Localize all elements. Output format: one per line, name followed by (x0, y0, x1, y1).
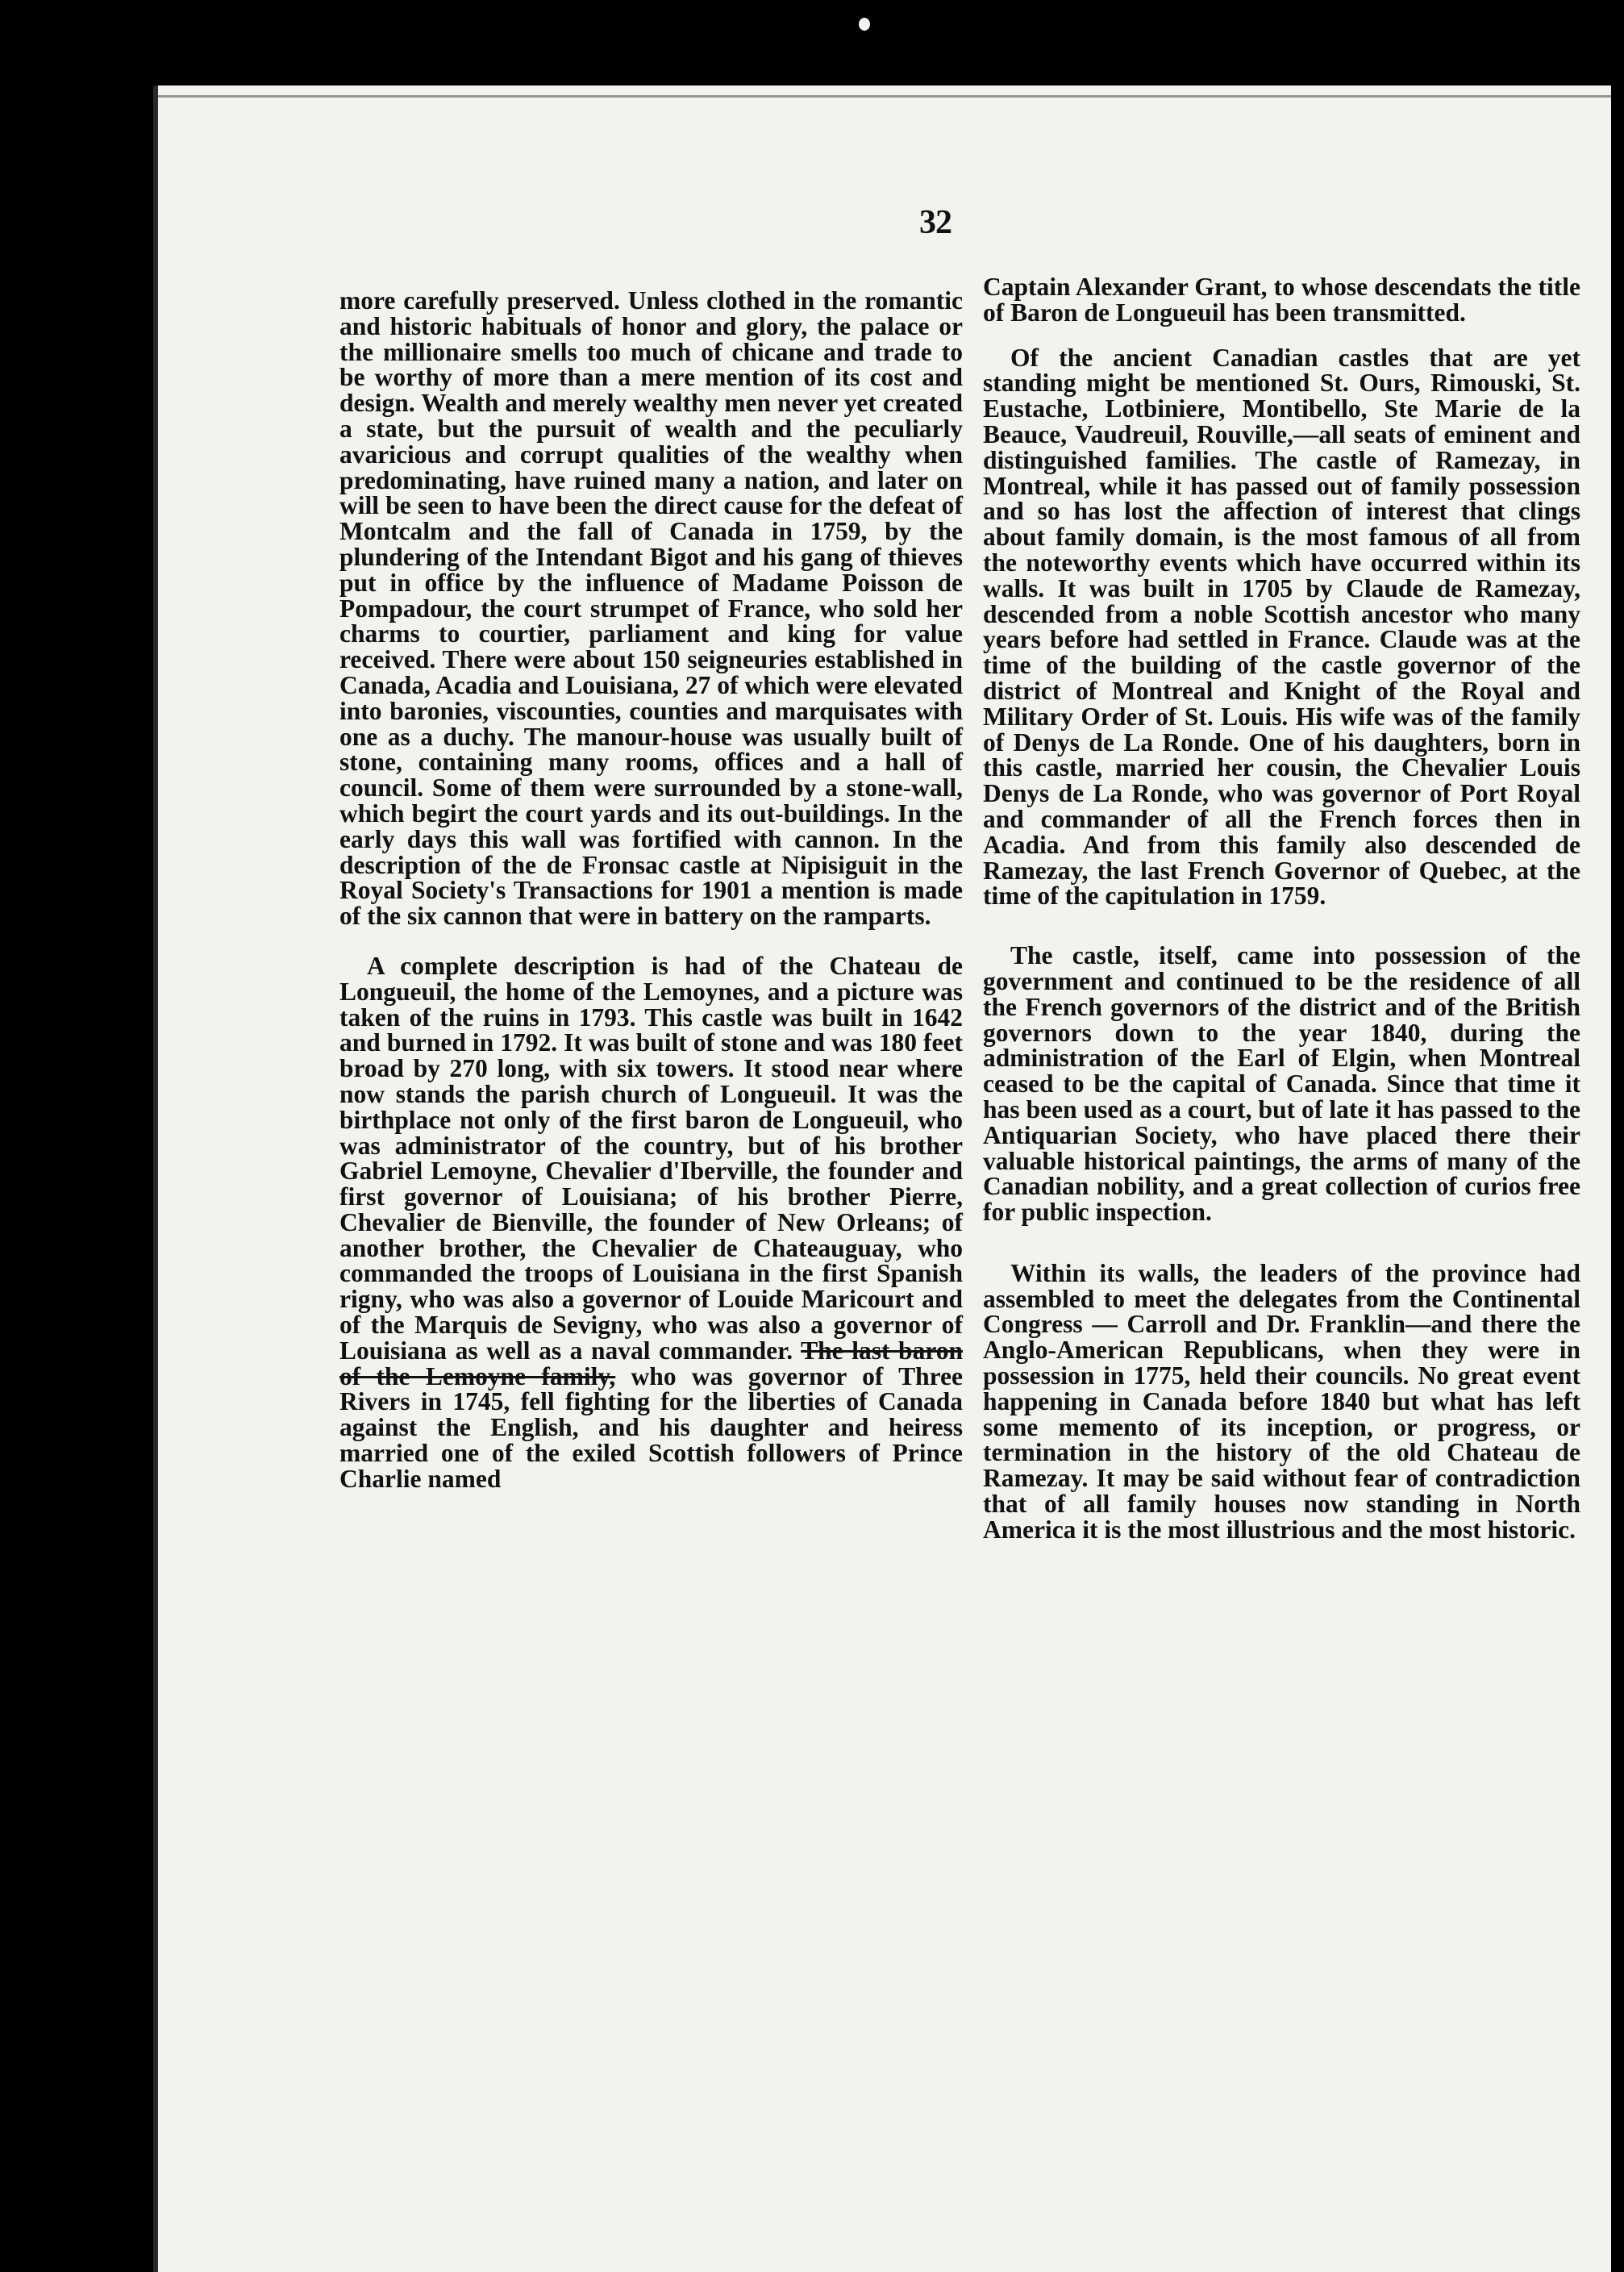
right-column (983, 274, 1580, 1543)
right-paragraph-2: Of the ancient Canadian castles that are yet standing might be mentioned St. Ours, Rimouski, St. Eustache, Lotbiniere, Montibello, Ste Marie de la Beauce, Vaudreuil, Rouville,—all seats of eminent and distinguished families. The castle of Ramezay, in Montreal, while it has passed out of family possession and so has lost the affection of interest that clings about family domain, is the most famous of all from the noteworthy events which have occurred within its walls. It was built in 1705 by Claude de Ramezay, descended from a noble Scottish ancestor who many years before had settled in France. Claude was at the time of the building of the castle governor of the district of Montreal and Knight of the Royal and Military Order of St. Louis. His wife was of the family of Denys de La Ronde. One of his daughters, born in this castle, married her cousin, the Chevalier Louis Denys de La Ronde, who was governor of Port Royal and commander of all the French forces then in Acadia. And from this family also descended de Ramezay, the last French Governor of Quebec, at the time of the capitulation in 1759. (983, 343, 1580, 911)
left-paragraph-2-tail: who was governor of Three Rivers in 1745, fell fighting for the liberties of Canada against the English, and his daughter and heiress married one of the exiled Scottish followers of Prince Charlie named (339, 1361, 963, 1493)
page-number: 32 (919, 204, 951, 241)
left-column (339, 288, 963, 1492)
scanner-dot (859, 18, 870, 31)
left-paragraph-2-body: A complete description is had of the Chateau de Longueuil, the home of the Lemoynes, and a picture was taken of the ruins in 1793. This castle was built in 1642 and burned in 1792. It was built of stone and was 180 feet broad by 270 long, with six towers. It stood near where now stands the parish church of Longueuil. It was the birthplace not only of the first baron de Longueuil, who was administrator of the country, but of his brother Gabriel Lemoyne, Chevalier d'Iberville, the founder and first governor of Louisiana; of his brother Pierre, Chevalier de Bienville, the founder of New Orleans; of another brother, the Chevalier de Chateauguay, who commanded the troops of Louisiana in the first Spanish rigny, who was also a governor of Louide Maricourt and of the Marquis de Sevigny, who was also a governor of Louisiana as well as a naval commander. (339, 951, 963, 1365)
page-top-edge (153, 95, 1611, 98)
left-paragraph-2-struck-line: The last baron of the Lemoyne family, (339, 1336, 963, 1390)
left-paragraph-2 (339, 953, 963, 1492)
right-paragraph-4: Within its walls, the leaders of the province had assembled to meet the delegates from the Continental Congress — Carroll and Dr. Franklin—and there the Anglo-American Republicans, when they were in possession in 1775, held their councils. No great event happening in Canada before 1840 but what has left some memento of its inception, or progress, or termination in the history of the old Chateau de Ramezay. It may be said without fear of contradiction that of all family houses now standing in North America it is the most illustrious and the most historic. (983, 1258, 1580, 1544)
left-paragraph-1: more carefully preserved. Unless clothed in the romantic and historic habituals of honor and glory, the palace or the millionaire smells too much of chicane and trade to be worthy of more than a mere mention of its cost and design. Wealth and merely wealthy men never yet created a state, but the pursuit of wealth and the peculiarly avaricious and corrupt qualities of the wealthy when predominating, have ruined many a nation, and later on will be seen to have been the direct cause for the defeat of Montcalm and the fall of Canada in 1759, by the plundering of the Intendant Bigot and his gang of thieves put in office by the influence of Madame Poisson de Pompadour, the court strumpet of France, who sold her charms to courtier, parliament and king for value received. There were about 150 seigneuries established in Canada, Acadia and Louisiana, 27 of which were elevated into baronies, viscounties, counties and marquisates with one as a duchy. The manour-house was usually built of stone, containing many rooms, offices and a hall of council. Some of them were surrounded by a stone-wall, which begirt the court yards and its out-buildings. In the early days this wall was fortified with cannon. In the description of the de Fronsac castle at Nipisiguit in the Royal Society's Transactions for 1901 a mention is made of the six cannon that were in battery on the ramparts. (339, 286, 963, 931)
page-left-edge (153, 85, 158, 2272)
right-paragraph-1: Captain Alexander Grant, to whose descendats the title of Baron de Longueuil has been transmitted. (983, 273, 1580, 327)
right-paragraph-3: The castle, itself, came into possession of the government and continued to be the residence of all the French governors of the district and of the British governors down to the year 1840, during the administration of the Earl of Elgin, when Montreal ceased to be the capital of Canada. Since that time it has been used as a court, but of late it has passed to the Antiquarian Society, who have placed there their valuable historical paintings, the arms of many of the Canadian nobility, and a great collection of curios free for public inspection. (983, 941, 1580, 1227)
